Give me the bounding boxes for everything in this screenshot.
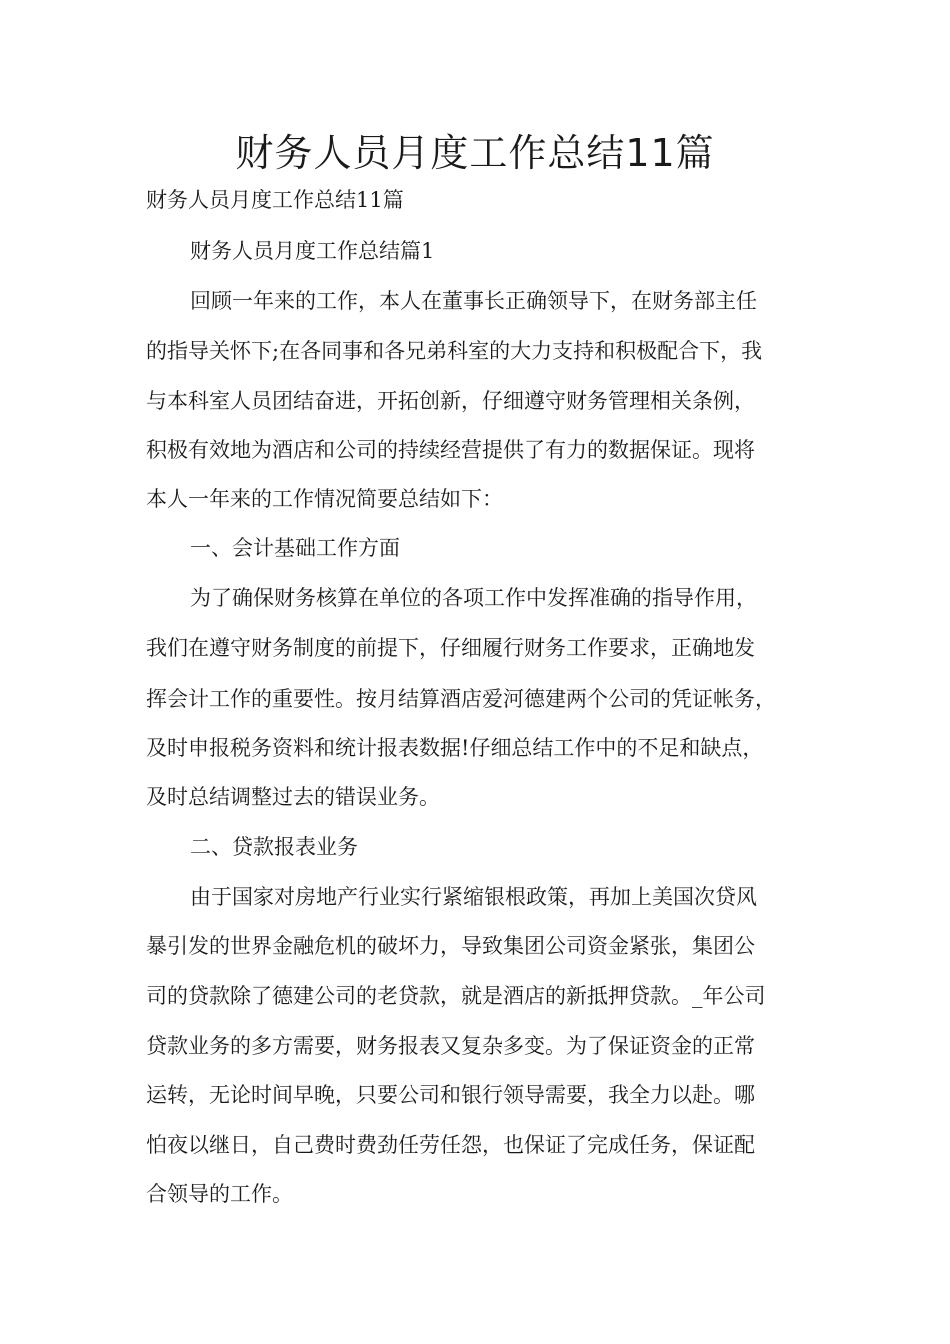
paragraph-line: 怕夜以继日，自己费时费劲任劳任怨，也保证了完成任务，保证配	[146, 1133, 755, 1157]
paragraph-line: 及时总结调整过去的错误业务。	[146, 785, 440, 809]
paragraph-line: 暴引发的世界金融危机的破坏力，导致集团公司资金紧张，集团公	[146, 934, 755, 958]
intro-line: 本人一年来的工作情况简要总结如下：	[146, 487, 503, 511]
paragraph-line: 运转，无论时间早晚，只要公司和银行领导需要，我全力以赴。哪	[146, 1083, 755, 1107]
intro-line: 回顾一年来的工作，本人在董事长正确领导下，在财务部主任	[190, 289, 757, 313]
heading-accounting-basics: 一、会计基础工作方面	[190, 536, 400, 560]
intro-line: 积极有效地为酒店和公司的持续经营提供了有力的数据保证。现将	[146, 438, 755, 462]
paragraph-line: 为了确保财务核算在单位的各项工作中发挥准确的指导作用，	[190, 586, 757, 610]
section-heading: 财务人员月度工作总结篇1	[190, 239, 435, 263]
paragraph-line: 司的贷款除了德建公司的老贷款，就是酒店的新抵押贷款。_年公司	[146, 984, 766, 1008]
paragraph-line: 及时申报税务资料和统计报表数据!仔细总结工作中的不足和缺点，	[146, 736, 764, 760]
paragraph-line: 我们在遵守财务制度的前提下，仔细履行财务工作要求，正确地发	[146, 636, 755, 660]
intro-line: 的指导关怀下;在各同事和各兄弟科室的大力支持和积极配合下，我	[146, 339, 763, 363]
intro-line: 与本科室人员团结奋进，开拓创新，仔细遵守财务管理相关条例，	[146, 389, 755, 413]
paragraph-line: 贷款业务的多方需要，财务报表又复杂多变。为了保证资金的正常	[146, 1034, 755, 1058]
document-subtitle: 财务人员月度工作总结11篇	[146, 188, 404, 212]
heading-loan-reports: 二、贷款报表业务	[190, 835, 358, 859]
paragraph-line: 合领导的工作。	[146, 1182, 293, 1206]
paragraph-line: 由于国家对房地产行业实行紧缩银根政策，再加上美国次贷风	[190, 885, 757, 909]
document-title: 财务人员月度工作总结11篇	[235, 131, 715, 175]
paragraph-line: 挥会计工作的重要性。按月结算酒店爱河德建两个公司的凭证帐务，	[146, 687, 776, 711]
